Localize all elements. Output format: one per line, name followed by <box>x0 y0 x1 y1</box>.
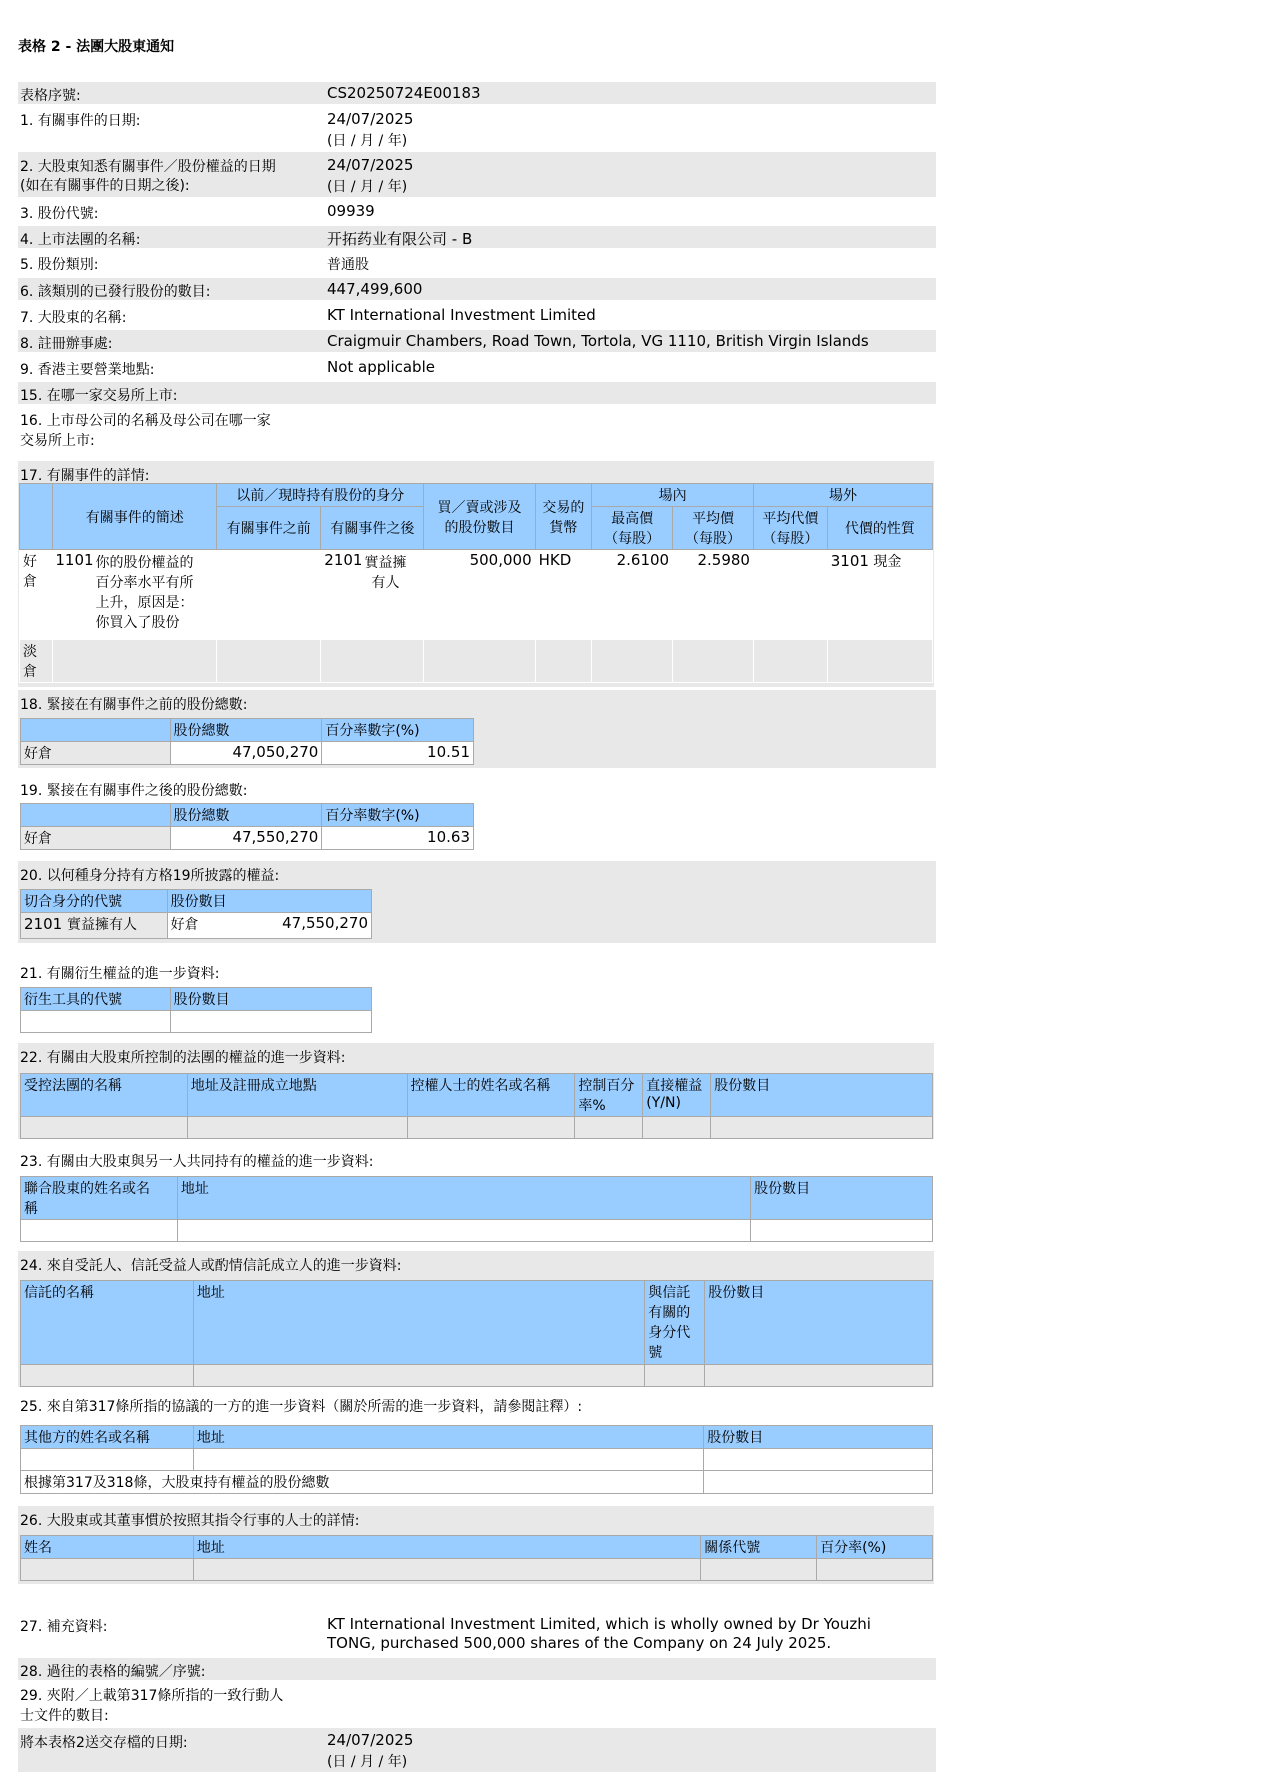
desc-line: 你的股份權益的 <box>95 555 194 571</box>
th-off-exchange: 場外 <box>753 484 932 507</box>
field-value: Craigmuir Chambers, Road Town, Tortola, VG 1110, British Virgin Islands <box>327 332 869 350</box>
total-shares-value: 47,550,270 <box>170 827 322 850</box>
th-direct-interest <box>643 1074 711 1117</box>
agreement-party-table <box>20 1425 933 1494</box>
shares-involved-cell: 500,000 <box>424 550 535 640</box>
field-event-date <box>18 106 936 151</box>
th-percentage: 百分率數字(%) <box>322 719 474 742</box>
field-hk-place-of-business <box>18 356 936 380</box>
share-count-cell <box>167 913 371 939</box>
date-format-hint: (日 / 月 / 年) <box>327 133 408 149</box>
empty-cell <box>187 1117 407 1139</box>
th-total-shares: 股份總數 <box>170 719 322 742</box>
section-26-heading: 26. 大股東或其董事慣於按照其指令行事的人士的詳情: <box>20 1513 360 1529</box>
table-row-long <box>20 550 933 640</box>
field-exchange-listed <box>18 382 936 404</box>
empty-cell <box>643 1117 711 1139</box>
field-issuer-name <box>18 226 936 248</box>
empty-cell <box>193 1559 700 1581</box>
empty-cell <box>21 1117 188 1139</box>
field-issued-shares <box>18 278 936 300</box>
th-capacity: 以前／現時持有股份的身分 <box>217 484 424 507</box>
th-position <box>20 484 53 550</box>
empty-cell <box>753 640 827 683</box>
empty-cell <box>21 1559 194 1581</box>
th-before: 有關事件之前 <box>217 507 321 550</box>
th-total-shares: 股份總數 <box>170 804 322 827</box>
th-line: 有關的 <box>648 1305 691 1321</box>
field-label: 8. 註冊辦事處: <box>20 336 113 352</box>
th-nature: 代價的性質 <box>827 507 932 550</box>
empty-cell <box>21 1365 194 1387</box>
empty-cell <box>193 1449 703 1471</box>
th-line: 貨幣 <box>549 519 578 536</box>
section-23-heading: 23. 有關由大股東與另一人共同持有的權益的進一步資料: <box>20 1154 374 1170</box>
capacity-cell <box>21 913 168 939</box>
field-label: 4. 上市法團的名稱: <box>20 232 141 248</box>
date-format-hint: (日 / 月 / 年) <box>327 179 408 195</box>
th-line: 身分代 <box>648 1325 691 1341</box>
table-row <box>21 1449 933 1471</box>
th-corp-name: 受控法團的名稱 <box>21 1074 188 1117</box>
section-22-heading: 22. 有關由大股東所控制的法團的權益的進一步資料: <box>20 1050 346 1066</box>
empty-cell <box>21 1011 171 1033</box>
field-label: 2. 大股東知悉有關事件／股份權益的日期 <box>20 159 276 175</box>
capacity-code: 2101 <box>24 915 63 933</box>
empty-cell <box>704 1471 933 1494</box>
th-line: 稱 <box>24 1201 38 1217</box>
th-share-count: 股份數目 <box>170 988 371 1011</box>
th-share-count: 股份數目 <box>704 1426 933 1449</box>
percentage-value: 10.63 <box>322 827 474 850</box>
th-line: 號 <box>648 1345 663 1361</box>
cell-line: 淡 <box>23 644 37 660</box>
field-value: 24/07/2025 <box>327 110 414 128</box>
form-title: 表格 2 - 法團大股東通知 <box>18 39 175 55</box>
th-line: 率% <box>578 1098 606 1114</box>
th-currency <box>535 484 592 550</box>
th-share-count: 股份數目 <box>711 1074 933 1117</box>
empty-cell <box>817 1559 933 1581</box>
field-label: 16. 上市母公司的名稱及母公司在哪一家 <box>20 413 271 429</box>
field-label-line2: 士文件的數目: <box>20 1708 109 1724</box>
table-row <box>21 827 474 850</box>
th-line: 控制百分 <box>578 1078 635 1094</box>
th-control-pct <box>575 1074 643 1117</box>
table-row <box>21 742 474 765</box>
field-value: 开拓药业有限公司 - B <box>327 230 473 248</box>
empty-cell <box>217 640 321 683</box>
field-holder-name <box>18 304 936 328</box>
capacity-code: 2101 <box>324 551 363 569</box>
th-line: 最高價 <box>611 511 654 527</box>
row-label: 好倉 <box>21 742 171 765</box>
cell-line: 倉 <box>23 574 37 590</box>
th-empty <box>21 719 171 742</box>
empty-cell <box>827 640 932 683</box>
field-value: KT International Investment Limited <box>327 306 596 324</box>
short-position-label <box>20 640 53 683</box>
total-label: 根據第317及318條，大股東持有權益的股份總數 <box>21 1471 704 1494</box>
th-name: 姓名 <box>21 1536 194 1559</box>
empty-cell <box>575 1117 643 1139</box>
field-label: 3. 股份代號: <box>20 206 99 222</box>
th-controller-name: 控權人士的姓名或名稱 <box>407 1074 575 1117</box>
field-label: 7. 大股東的名稱: <box>20 310 127 326</box>
supplementary-line: TONG, purchased 500,000 shares of the Company on 24 July 2025. <box>327 1634 832 1652</box>
section-20-heading: 20. 以何種身分持有方格19所披露的權益: <box>20 868 280 884</box>
th-line: （每股） <box>685 531 742 547</box>
joint-holder-table <box>20 1176 933 1242</box>
table-row-total <box>21 1471 933 1494</box>
th-percentage: 百分率(%) <box>817 1536 933 1559</box>
table-row <box>21 913 372 939</box>
field-previous-form <box>18 1658 936 1680</box>
th-avg-price <box>673 507 754 550</box>
field-concert-party-docs <box>18 1682 936 1726</box>
event-code: 1101 <box>55 551 94 569</box>
table-row <box>21 1011 372 1033</box>
th-party-name: 其他方的姓名或名稱 <box>21 1426 194 1449</box>
empty-cell <box>321 640 424 683</box>
field-label-line2: 交易所上市: <box>20 433 95 449</box>
total-shares-value: 47,050,270 <box>170 742 322 765</box>
field-label: 將本表格2送交存檔的日期: <box>20 1735 188 1751</box>
field-label: 5. 股份類別: <box>20 257 99 273</box>
date-format-hint: (日 / 月 / 年) <box>327 1754 408 1770</box>
th-address: 地址 <box>193 1536 700 1559</box>
empty-cell <box>711 1117 933 1139</box>
currency-cell: HKD <box>535 550 592 640</box>
th-line: 直接權益 <box>646 1078 703 1094</box>
field-label: 表格序號: <box>20 88 81 104</box>
field-label: 28. 過往的表格的編號／序號: <box>20 1664 206 1680</box>
empty-cell <box>424 640 535 683</box>
field-value: CS20250724E00183 <box>327 84 481 102</box>
field-label: 27. 補充資料: <box>20 1619 108 1635</box>
th-capacity-code: 切合身分的代號 <box>21 890 168 913</box>
table-row <box>21 1365 933 1387</box>
empty-cell <box>21 1449 194 1471</box>
capacity-line: 有人 <box>371 575 400 591</box>
nature-text: 現金 <box>873 554 902 570</box>
desc-line: 你買入了股份 <box>95 615 180 631</box>
empty-cell <box>592 640 673 683</box>
th-share-count: 股份數目 <box>167 890 371 913</box>
nature-cell <box>827 550 932 640</box>
table-row <box>21 1559 933 1581</box>
th-derivative-code: 衍生工具的代號 <box>21 988 171 1011</box>
field-label: 6. 該類別的已發行股份的數目: <box>20 284 211 300</box>
field-value: 447,499,600 <box>327 280 423 298</box>
section-18-heading: 18. 緊接在有關事件之前的股份總數: <box>20 697 248 713</box>
event-details-table <box>19 483 933 683</box>
th-line: (Y/N) <box>646 1095 681 1111</box>
field-label: 1. 有關事件的日期: <box>20 113 141 129</box>
empty-value <box>324 382 936 404</box>
instruction-persons-table <box>20 1535 933 1581</box>
row-label: 好倉 <box>21 827 171 850</box>
field-stock-code <box>18 200 936 224</box>
controlled-corp-table <box>20 1073 933 1139</box>
desc-line: 百分率水平有所 <box>95 575 194 591</box>
field-value: 24/07/2025 <box>327 156 414 174</box>
position-label: 好倉 <box>170 917 199 933</box>
th-share-count: 股份數目 <box>751 1177 933 1220</box>
th-event-desc: 有關事件的簡述 <box>53 484 217 550</box>
capacity-table <box>20 889 372 939</box>
th-line: 聯合股東的姓名或名 <box>24 1181 150 1197</box>
field-label: 9. 香港主要營業地點: <box>20 362 155 378</box>
avg-consideration-cell <box>753 550 827 640</box>
th-high-price <box>592 507 673 550</box>
field-value: Not applicable <box>327 358 435 376</box>
derivatives-table <box>20 987 372 1033</box>
section-17-heading: 17. 有關事件的詳情: <box>20 468 150 484</box>
capacity-before-cell <box>217 550 321 640</box>
section-24-heading: 24. 來自受託人、信託受益人或酌情信託成立人的進一步資料: <box>20 1258 402 1274</box>
field-value: 09939 <box>327 202 375 220</box>
th-trust-capacity <box>645 1281 705 1365</box>
shares-before-table <box>20 718 474 765</box>
field-value: 普通股 <box>327 257 369 273</box>
field-label: 15. 在哪一家交易所上市: <box>20 388 178 404</box>
th-avg-consideration <box>753 507 827 550</box>
th-empty <box>21 804 171 827</box>
empty-cell <box>701 1559 817 1581</box>
cell-line: 好 <box>23 554 37 570</box>
shares-after-table <box>20 803 474 850</box>
capacity-text: 實益擁有人 <box>66 917 137 933</box>
th-line: （每股） <box>604 531 661 547</box>
empty-cell <box>21 1220 178 1242</box>
percentage-value: 10.51 <box>322 742 474 765</box>
th-line: 平均代價 <box>762 511 819 527</box>
field-filing-date <box>18 1728 936 1772</box>
table-row-short <box>20 640 933 683</box>
th-trust-name: 信託的名稱 <box>21 1281 194 1365</box>
event-desc-cell <box>53 550 217 640</box>
field-registered-office <box>18 330 936 352</box>
field-supplementary-info <box>18 1612 936 1656</box>
empty-cell <box>53 640 217 683</box>
field-knowledge-date <box>18 152 936 197</box>
th-percentage: 百分率數字(%) <box>322 804 474 827</box>
th-shares-involved <box>424 484 535 550</box>
field-label: 29. 夾附／上載第317條所指的一致行動人 <box>20 1688 284 1704</box>
empty-cell <box>704 1449 933 1471</box>
th-address: 地址 <box>193 1426 703 1449</box>
th-line: 的股份數目 <box>444 519 515 536</box>
empty-cell <box>193 1365 644 1387</box>
th-joint-name <box>21 1177 178 1220</box>
empty-cell <box>673 640 754 683</box>
field-label-line2: (如在有關事件的日期之後): <box>20 178 190 194</box>
empty-cell <box>170 1011 371 1033</box>
empty-cell <box>535 640 592 683</box>
th-line: 與信託 <box>648 1285 691 1301</box>
long-position-label <box>20 550 53 640</box>
field-form-serial <box>18 82 936 104</box>
share-count-value: 47,550,270 <box>282 914 368 932</box>
th-line: （每股） <box>762 531 819 547</box>
section-25-heading: 25. 來自第317條所指的協議的一方的進一步資料（關於所需的進一步資料，請參閱註釋）: <box>20 1399 583 1415</box>
empty-cell <box>751 1220 933 1242</box>
nature-code: 3101 <box>830 552 869 570</box>
th-address: 地址 <box>193 1281 644 1365</box>
th-line: 平均價 <box>692 511 735 527</box>
section-19-heading: 19. 緊接在有關事件之後的股份總數: <box>20 783 248 799</box>
empty-cell <box>645 1365 705 1387</box>
avg-price-cell: 2.5980 <box>673 550 754 640</box>
th-on-exchange: 場內 <box>592 484 754 507</box>
section-21-heading: 21. 有關衍生權益的進一步資料: <box>20 966 220 982</box>
empty-value <box>324 1658 936 1680</box>
trust-table <box>20 1280 933 1387</box>
empty-cell <box>177 1220 750 1242</box>
th-address: 地址 <box>177 1177 750 1220</box>
capacity-after-cell <box>321 550 424 640</box>
empty-cell <box>705 1365 933 1387</box>
high-price-cell: 2.6100 <box>592 550 673 640</box>
th-line: 買／賣或涉及 <box>437 499 522 516</box>
th-after: 有關事件之後 <box>321 507 424 550</box>
table-row <box>21 1220 933 1242</box>
th-address: 地址及註冊成立地點 <box>187 1074 407 1117</box>
empty-cell <box>407 1117 575 1139</box>
table-row <box>21 1117 933 1139</box>
th-share-count: 股份數目 <box>705 1281 933 1365</box>
capacity-line: 實益擁 <box>364 555 407 571</box>
th-line: 交易的 <box>542 499 585 516</box>
supplementary-line: KT International Investment Limited, which is wholly owned by Dr Youzhi <box>327 1615 871 1633</box>
field-value: 24/07/2025 <box>327 1731 414 1749</box>
field-parent-company <box>18 407 936 451</box>
th-relationship-code: 關係代號 <box>701 1536 817 1559</box>
cell-line: 倉 <box>23 664 37 680</box>
desc-line: 上升，原因是： <box>95 595 194 611</box>
field-share-class <box>18 251 936 275</box>
